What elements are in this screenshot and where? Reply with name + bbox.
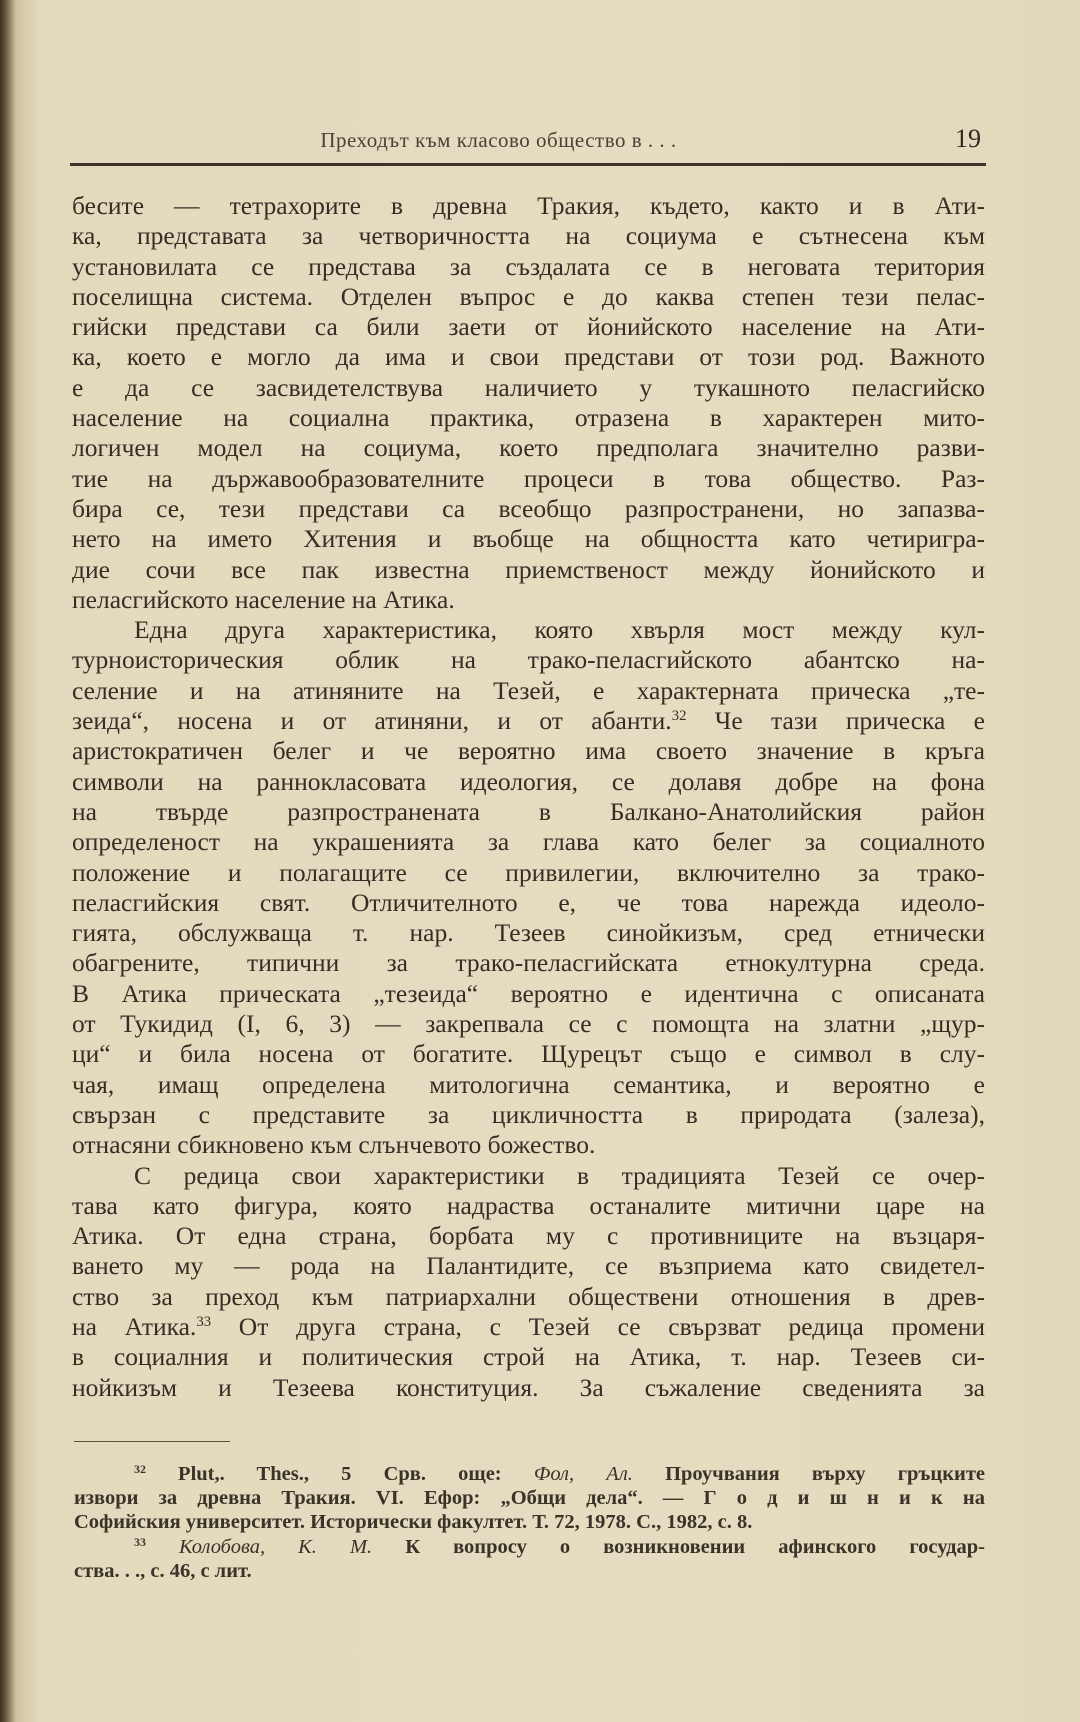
text-segment: ка, което е могло да има и свои представи от този род. Важното xyxy=(72,342,985,372)
text-segment: свързан с представите за цикличността в природата (залеза), xyxy=(72,1099,985,1129)
text-line xyxy=(72,585,985,615)
text-line xyxy=(72,221,985,251)
body-text xyxy=(72,191,985,1403)
text-line xyxy=(72,433,985,463)
text-line xyxy=(72,1100,985,1130)
text-segment: бесите — тетрахорите в древна Тракия, където, както и в Ати- xyxy=(72,191,985,220)
text-segment: е да се засвидетелствува наличието у тукашното пеласгийско xyxy=(72,372,985,402)
text-line xyxy=(72,282,985,312)
text-segment: ка, представата за четворичността на социума е сътнесена към xyxy=(72,221,985,251)
text-segment xyxy=(146,1536,179,1558)
text-segment: Plut,. Thes., 5 Срв. още: xyxy=(145,1463,534,1485)
text-segment: гийски представи са били заети от йонийското население на Ати- xyxy=(72,312,985,342)
text-segment: С редица свои характеристики в традицията Тезей се очер- xyxy=(134,1160,985,1190)
text-segment: чая, имащ определена митологична семантика, и вероятно е xyxy=(72,1069,985,1099)
text-line xyxy=(72,555,985,585)
footnote xyxy=(74,1535,985,1583)
text-segment: В Атика прическата „тезеида“ вероятно е идентична с описаната xyxy=(72,978,985,1008)
text-segment: Софийския университет. Исторически факултет. Т. 72, 1978. С., 1982, с. 8. xyxy=(74,1511,753,1534)
text-line xyxy=(72,1039,985,1069)
text-segment: извори за древна Тракия. VI. Ефор: „Общи дела“. — Г о д и ш н и к на xyxy=(74,1487,985,1510)
text-line xyxy=(72,948,985,978)
footnotes xyxy=(74,1462,985,1583)
text-line xyxy=(72,1191,985,1221)
text-segment: население на социална практика, отразена в характерен мито- xyxy=(72,403,985,433)
text-segment: нойкизъм и Тезеева конституция. За съжаление сведенията за xyxy=(72,1372,985,1402)
footnote-line xyxy=(74,1486,985,1510)
text-line xyxy=(72,706,985,736)
text-segment: Атика. От една страна, борбата му с противниците на възцаря- xyxy=(72,1221,985,1251)
text-line xyxy=(72,736,985,766)
text-segment: в социалния и политическия строй на Атика, т. нар. Тезеев си- xyxy=(72,1342,985,1372)
text-segment: Една друга характеристика, която хвърля мост между кул- xyxy=(134,615,985,645)
text-line xyxy=(72,524,985,554)
footnote-line xyxy=(74,1535,985,1559)
text-segment: зеида“, носена и от атиняни, и от абанти. xyxy=(72,706,672,736)
text-segment: определеност на украшенията за глава като белег за социалното xyxy=(72,827,985,857)
footnote-reference: 32 xyxy=(671,708,687,725)
running-header xyxy=(72,124,985,160)
text-line xyxy=(72,858,985,888)
footnote xyxy=(74,1462,985,1535)
text-segment: положение и полагащите се привилегии, включително за трако- xyxy=(72,857,985,887)
text-segment: дие сочи все пак известна приемственост между йонийското и xyxy=(72,554,985,584)
text-line xyxy=(72,676,985,706)
text-line xyxy=(72,1373,985,1403)
text-segment: пеласгийското население на Атика. xyxy=(72,584,455,614)
text-segment: пеласгийския свят. Отличителното е, че това нарежда идеоло- xyxy=(72,887,985,917)
text-segment: турноисторическия облик на трако-пеласгийското абантско на- xyxy=(72,645,985,675)
footnote-reference: 33 xyxy=(196,1314,212,1331)
footnote-line xyxy=(74,1510,985,1534)
text-segment: Че тази прическа е xyxy=(686,706,985,736)
text-segment: обагрените, типични за трако-пеласгийската етнокултурна среда. xyxy=(72,948,985,978)
text-segment: от Тукидид (I, 6, 3) — закрепвала се с помощта на златни „щур- xyxy=(72,1009,985,1039)
paragraph xyxy=(72,615,985,1160)
text-segment: ци“ и била носена от богатите. Щурецът също е символ в слу- xyxy=(72,1039,985,1069)
footnote-line xyxy=(74,1559,985,1583)
text-line xyxy=(72,827,985,857)
text-segment: ства. . ., с. 46, с лит. xyxy=(74,1559,252,1582)
paragraph xyxy=(72,1161,985,1403)
text-line xyxy=(72,888,985,918)
text-line xyxy=(72,1009,985,1039)
text-line xyxy=(72,312,985,342)
text-segment: символи на раннокласовата идеология, се долавя добре на фона xyxy=(72,766,985,796)
text-line xyxy=(72,1312,985,1342)
text-line xyxy=(72,403,985,433)
text-line xyxy=(72,191,985,221)
text-segment: аристократичен белег и че вероятно има своето значение в кръга xyxy=(72,736,985,766)
text-segment: бира се, тези представи са всеобщо разпространени, но запазва- xyxy=(72,493,985,523)
text-line xyxy=(72,1282,985,1312)
text-line xyxy=(72,464,985,494)
text-segment: отнасяни сбикновено към слънчевото божество. xyxy=(72,1130,596,1160)
text-line xyxy=(72,918,985,948)
text-segment: установилата се представа за създалата се в неговата територия xyxy=(72,251,985,281)
header-rule xyxy=(70,163,986,166)
author-name: Фол, Ал. xyxy=(533,1463,633,1485)
text-segment: К вопросу о возникновении афинского государ- xyxy=(372,1535,986,1558)
text-segment: на твърде разпространената в Балкано-Анатолийския район xyxy=(72,796,985,826)
text-line xyxy=(72,767,985,797)
text-line xyxy=(72,797,985,827)
text-line xyxy=(72,373,985,403)
text-segment: ването му — рода на Палантидите, се възприема като свидетел- xyxy=(72,1251,985,1281)
text-segment: гията, обслужваща т. нар. Тезеев синойкизъм, сред етнически xyxy=(72,918,985,948)
text-line xyxy=(72,645,985,675)
text-line xyxy=(72,1251,985,1281)
footnote-reference: 33 xyxy=(134,1534,146,1549)
footnote-reference: 32 xyxy=(134,1461,146,1476)
footnote-line xyxy=(74,1462,985,1486)
text-segment: селение и на атиняните на Тезей, е характерната прическа „те- xyxy=(72,675,985,705)
author-name: Колобова, К. М. xyxy=(178,1535,373,1558)
text-line xyxy=(72,1221,985,1251)
text-segment: Проучвания върху гръцките xyxy=(632,1463,985,1485)
running-title: Преходът към класово общество в . . . xyxy=(320,128,677,152)
text-line xyxy=(72,494,985,524)
text-line xyxy=(72,1161,985,1191)
text-line xyxy=(72,342,985,372)
text-segment: на Атика. xyxy=(72,1311,197,1341)
footnote-separator xyxy=(74,1441,230,1442)
text-segment: нето на името Хитения и въобще на общността като четиригра- xyxy=(72,524,985,554)
text-line xyxy=(72,1130,985,1160)
text-line xyxy=(72,615,985,645)
text-line xyxy=(72,252,985,282)
paragraph xyxy=(72,191,985,615)
text-line xyxy=(72,1342,985,1372)
text-segment: поселищна система. Отделен въпрос е до каква степен тези пелас- xyxy=(72,281,985,311)
text-segment: тие на държавообразователните процеси в това общество. Раз- xyxy=(72,463,985,493)
text-segment: логичен модел на социума, което предполага значително разви- xyxy=(72,433,985,463)
page-number: 19 xyxy=(955,124,981,153)
text-segment: тава като фигура, която надраства останалите митични царе на xyxy=(72,1190,985,1220)
text-segment: От друга страна, с Тезей се свързват редица промени xyxy=(211,1311,985,1341)
text-segment: ство за преход към патриархални обществени отношения в древ- xyxy=(72,1281,985,1311)
text-line xyxy=(72,1070,985,1100)
text-line xyxy=(72,979,985,1009)
